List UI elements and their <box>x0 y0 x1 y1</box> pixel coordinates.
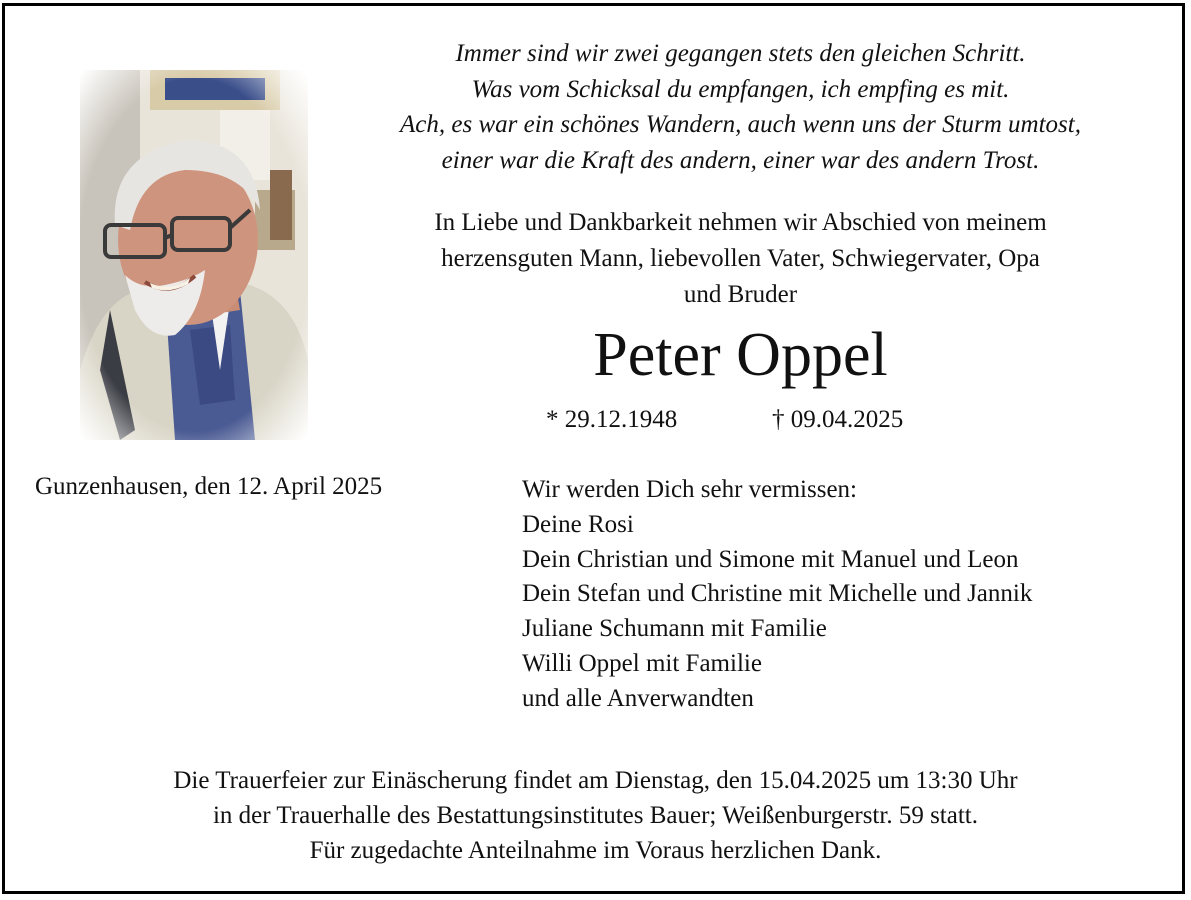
poem-verse <box>318 36 1163 178</box>
death-date: † 09.04.2025 <box>772 406 904 433</box>
mourners-heading: Wir werden Dich sehr vermissen: <box>522 476 857 503</box>
intro-line: In Liebe und Dankbarkeit nehmen wir Abschied von meinem <box>434 209 1047 236</box>
place-and-date: Gunzenhausen, den 12. April 2025 <box>35 473 383 500</box>
mourner-entry: Willi Oppel mit Familie <box>522 649 762 677</box>
service-line: Die Trauerfeier zur Einäscherung findet am Dienstag, den 15.04.2025 um 13:30 Uhr <box>173 767 1018 794</box>
birth-date: * 29.12.1948 <box>546 406 678 433</box>
mourner-entry: Dein Christian und Simone mit Manuel und Leon <box>522 545 1019 573</box>
deceased-name: Peter Oppel <box>593 321 888 389</box>
poem-line: einer war die Kraft des andern, einer war des andern Trost. <box>441 146 1040 174</box>
funeral-service-info <box>20 763 1171 868</box>
intro-line: herzensguten Mann, liebevollen Vater, Schwiegervater, Opa <box>441 245 1040 272</box>
portrait-image <box>80 70 308 440</box>
portrait-photo <box>80 70 308 440</box>
poem-line: Immer sind wir zwei gegangen stets den gleichen Schritt. <box>455 40 1026 67</box>
intro-line: und Bruder <box>683 281 798 308</box>
service-line: Für zugedachte Anteilnahme im Voraus herzlichen Dank. <box>309 837 882 864</box>
mourner-entry: Dein Stefan und Christine mit Michelle und Jannik <box>522 580 1033 608</box>
farewell-intro <box>318 205 1163 313</box>
mourner-entry: Deine Rosi <box>522 510 634 538</box>
mourners-list <box>522 473 1032 717</box>
mourner-entry: und alle Anverwandten <box>522 684 754 712</box>
mourner-entry: Juliane Schumann mit Familie <box>522 615 827 643</box>
poem-line: Was vom Schicksal du empfangen, ich empfing es mit. <box>471 75 1010 103</box>
poem-line: Ach, es war ein schönes Wandern, auch wenn uns der Sturm umtost, <box>400 111 1081 138</box>
service-line: in der Trauerhalle des Bestattungsinstitutes Bauer; Weißenburgerstr. 59 statt. <box>212 802 978 829</box>
